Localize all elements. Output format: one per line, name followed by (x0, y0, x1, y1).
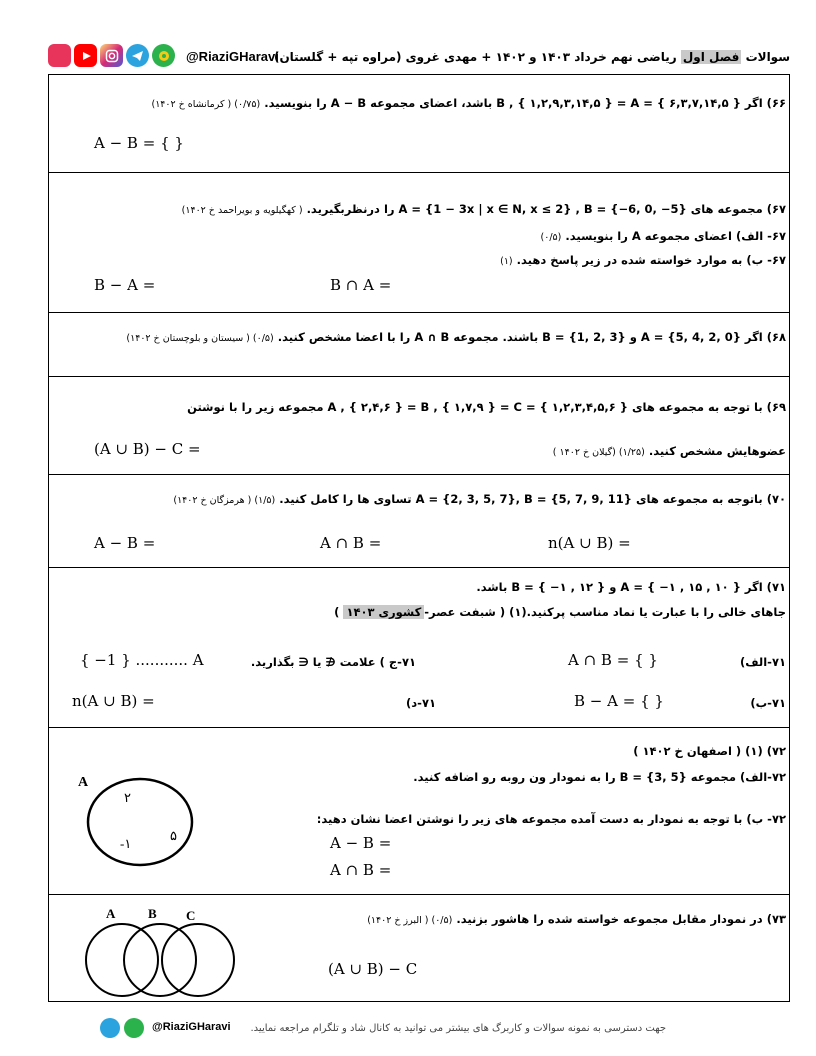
footer-icons (100, 1018, 144, 1038)
q71-part-c-math: { −1 } ........... A (80, 651, 204, 669)
q72-a-intersect-b: A ∩ B = (330, 861, 392, 879)
venn-label-b: B (148, 906, 157, 921)
divider (48, 376, 790, 377)
divider (48, 312, 790, 313)
venn-label-c: C (186, 908, 196, 923)
q72-part-a: ۷۲-الف) مجموعه B = {3, 5} را به نمودار ون روبه رو اضافه کنید. (413, 770, 786, 784)
page-title: سوالات فصل اول ریاضی نهم خرداد ۱۴۰۳ و ۱۴۰۲ + مهدی غروی (مراوه تپه + گلستان) (273, 50, 790, 64)
venn-label-a: A (78, 775, 89, 790)
venn-element: ۲ (124, 790, 131, 805)
divider (48, 172, 790, 173)
divider (48, 474, 790, 475)
youtube-icon[interactable] (74, 44, 97, 67)
q70-a-intersect-b: A ∩ B = (320, 534, 382, 552)
q71-part-b-math: B − A = { } (574, 692, 664, 710)
q66-answer: A − B = { } (94, 134, 184, 152)
shad-icon[interactable] (152, 44, 175, 67)
footer-handle[interactable]: @RiaziGHaravi (152, 1021, 231, 1033)
q67-b-minus-a: B − A = (94, 276, 156, 294)
divider (48, 567, 790, 568)
venn-label-a: A (106, 906, 116, 921)
venn-element: -۱ (120, 836, 132, 851)
q72-a-minus-b: A − B = (330, 834, 392, 852)
app-icon[interactable] (48, 44, 71, 67)
venn-diagram-72 (72, 770, 212, 870)
q73-expression: (A ∪ B) − C (328, 960, 418, 978)
question-69: ۶۹) با توجه به مجموعه های { ۱,۲,۳,۴,۵,۶ } = A , { ۲,۴,۶ } = B , { ۱,۷,۹ } = C مجموعه زیر را با نوشتن (187, 400, 786, 414)
footer-note: جهت دسترسی به نمونه سوالات و کاربرگ های بیشتر می توانید به کانال شاد و تلگرام مراجعه نمایید. (250, 1023, 666, 1034)
question-69-cont: عضوهایش مشخص کنید. (۱/۲۵) (گیلان خ ۱۴۰۲ ) (552, 444, 786, 458)
q71-part-d-label: ۷۱-د) (406, 696, 436, 710)
divider (48, 727, 790, 728)
question-71-instruction: جاهای خالی را با عبارت یا نماد مناسب پرکنید.(۱) ( شبفت عصر-کشوری ۱۴۰۳ ) (334, 605, 786, 619)
question-70: ۷۰) باتوجه به مجموعه های A = {2, 3, 5, 7}, B = {5, 7, 9, 11} تساوی ها را کامل کنید. (۱/۵) ( هرمزگان خ ۱۴۰۲) (173, 492, 786, 506)
question-67: ۶۷) مجموعه های A = {1 − 3x | x ∈ N, x ≤ 2} , B = {−6, 0, −5} را درنظربگیرید. ( کهگیلویه و بویراحمد خ ۱۴۰۲) (181, 202, 786, 216)
question-72: ۷۲) (۱) ( اصفهان خ ۱۴۰۲ ) (633, 744, 786, 758)
q71-part-d-math: n(A ∪ B) = (72, 692, 155, 710)
page-header (48, 44, 790, 72)
q70-a-minus-b: A − B = (94, 534, 156, 552)
venn-diagram-73 (80, 902, 250, 998)
q71-part-c-label: ۷۱-ج ) علامت ∉ یا ∈ بگذارید. (250, 655, 416, 669)
q71-part-a-math: A ∩ B = { } (568, 651, 658, 669)
q71-part-b-label: ۷۱-ب) (750, 696, 786, 710)
q67-b-intersect-a: B ∩ A = (330, 276, 392, 294)
q71-part-a-label: ۷۱-الف) (739, 655, 786, 669)
q70-n-union: n(A ∪ B) = (548, 534, 631, 552)
divider (48, 894, 790, 895)
q67-part-a: ۶۷- الف) اعضای مجموعه A را بنویسید. (۰/۵) (540, 229, 786, 243)
q67-part-b: ۶۷- ب) به موارد خواسته شده در زیر پاسخ دهید. (۱) (500, 253, 786, 267)
question-66: ۶۶) اگر { ۶,۳,۷,۱۴,۵ } = B , { ۱,۲,۹,۳,۱۴,۵ } = A باشد، اعضای مجموعه A − B را بنویسید. (۰/۷۵) ( کرمانشاه خ ۱۴۰۲) (151, 96, 786, 110)
channel-handle[interactable]: @RiaziGHaravi (186, 49, 279, 64)
telegram-icon[interactable] (100, 1018, 120, 1038)
question-73: ۷۳) در نمودار مقابل مجموعه خواسته شده را هاشور بزنید. (۰/۵) ( البرز خ ۱۴۰۲) (367, 912, 786, 926)
venn-element: ۵ (170, 828, 177, 843)
shad-icon[interactable] (124, 1018, 144, 1038)
q69-answer: (A ∪ B) − C = (94, 440, 201, 458)
question-68: ۶۸) اگر A = {5, 4, 2, 0} و B = {1, 2, 3} باشند. مجموعه A ∩ B را با اعضا مشخص کنید. (۰/۵) ( سیستان و بلوچستان خ ۱۴۰۲) (126, 330, 786, 344)
social-icons (48, 44, 175, 67)
question-71: ۷۱) اگر { ۱۰ , ۱۵ , ۱− } = A و { ۱۲ , ۱− } = B باشد. (476, 580, 786, 594)
telegram-icon[interactable] (126, 44, 149, 67)
instagram-icon[interactable] (100, 44, 123, 67)
q72-part-b: ۷۲- ب) با توجه به نمودار به دست آمده مجموعه های زیر را نوشتن اعضا نشان دهید: (316, 812, 786, 826)
